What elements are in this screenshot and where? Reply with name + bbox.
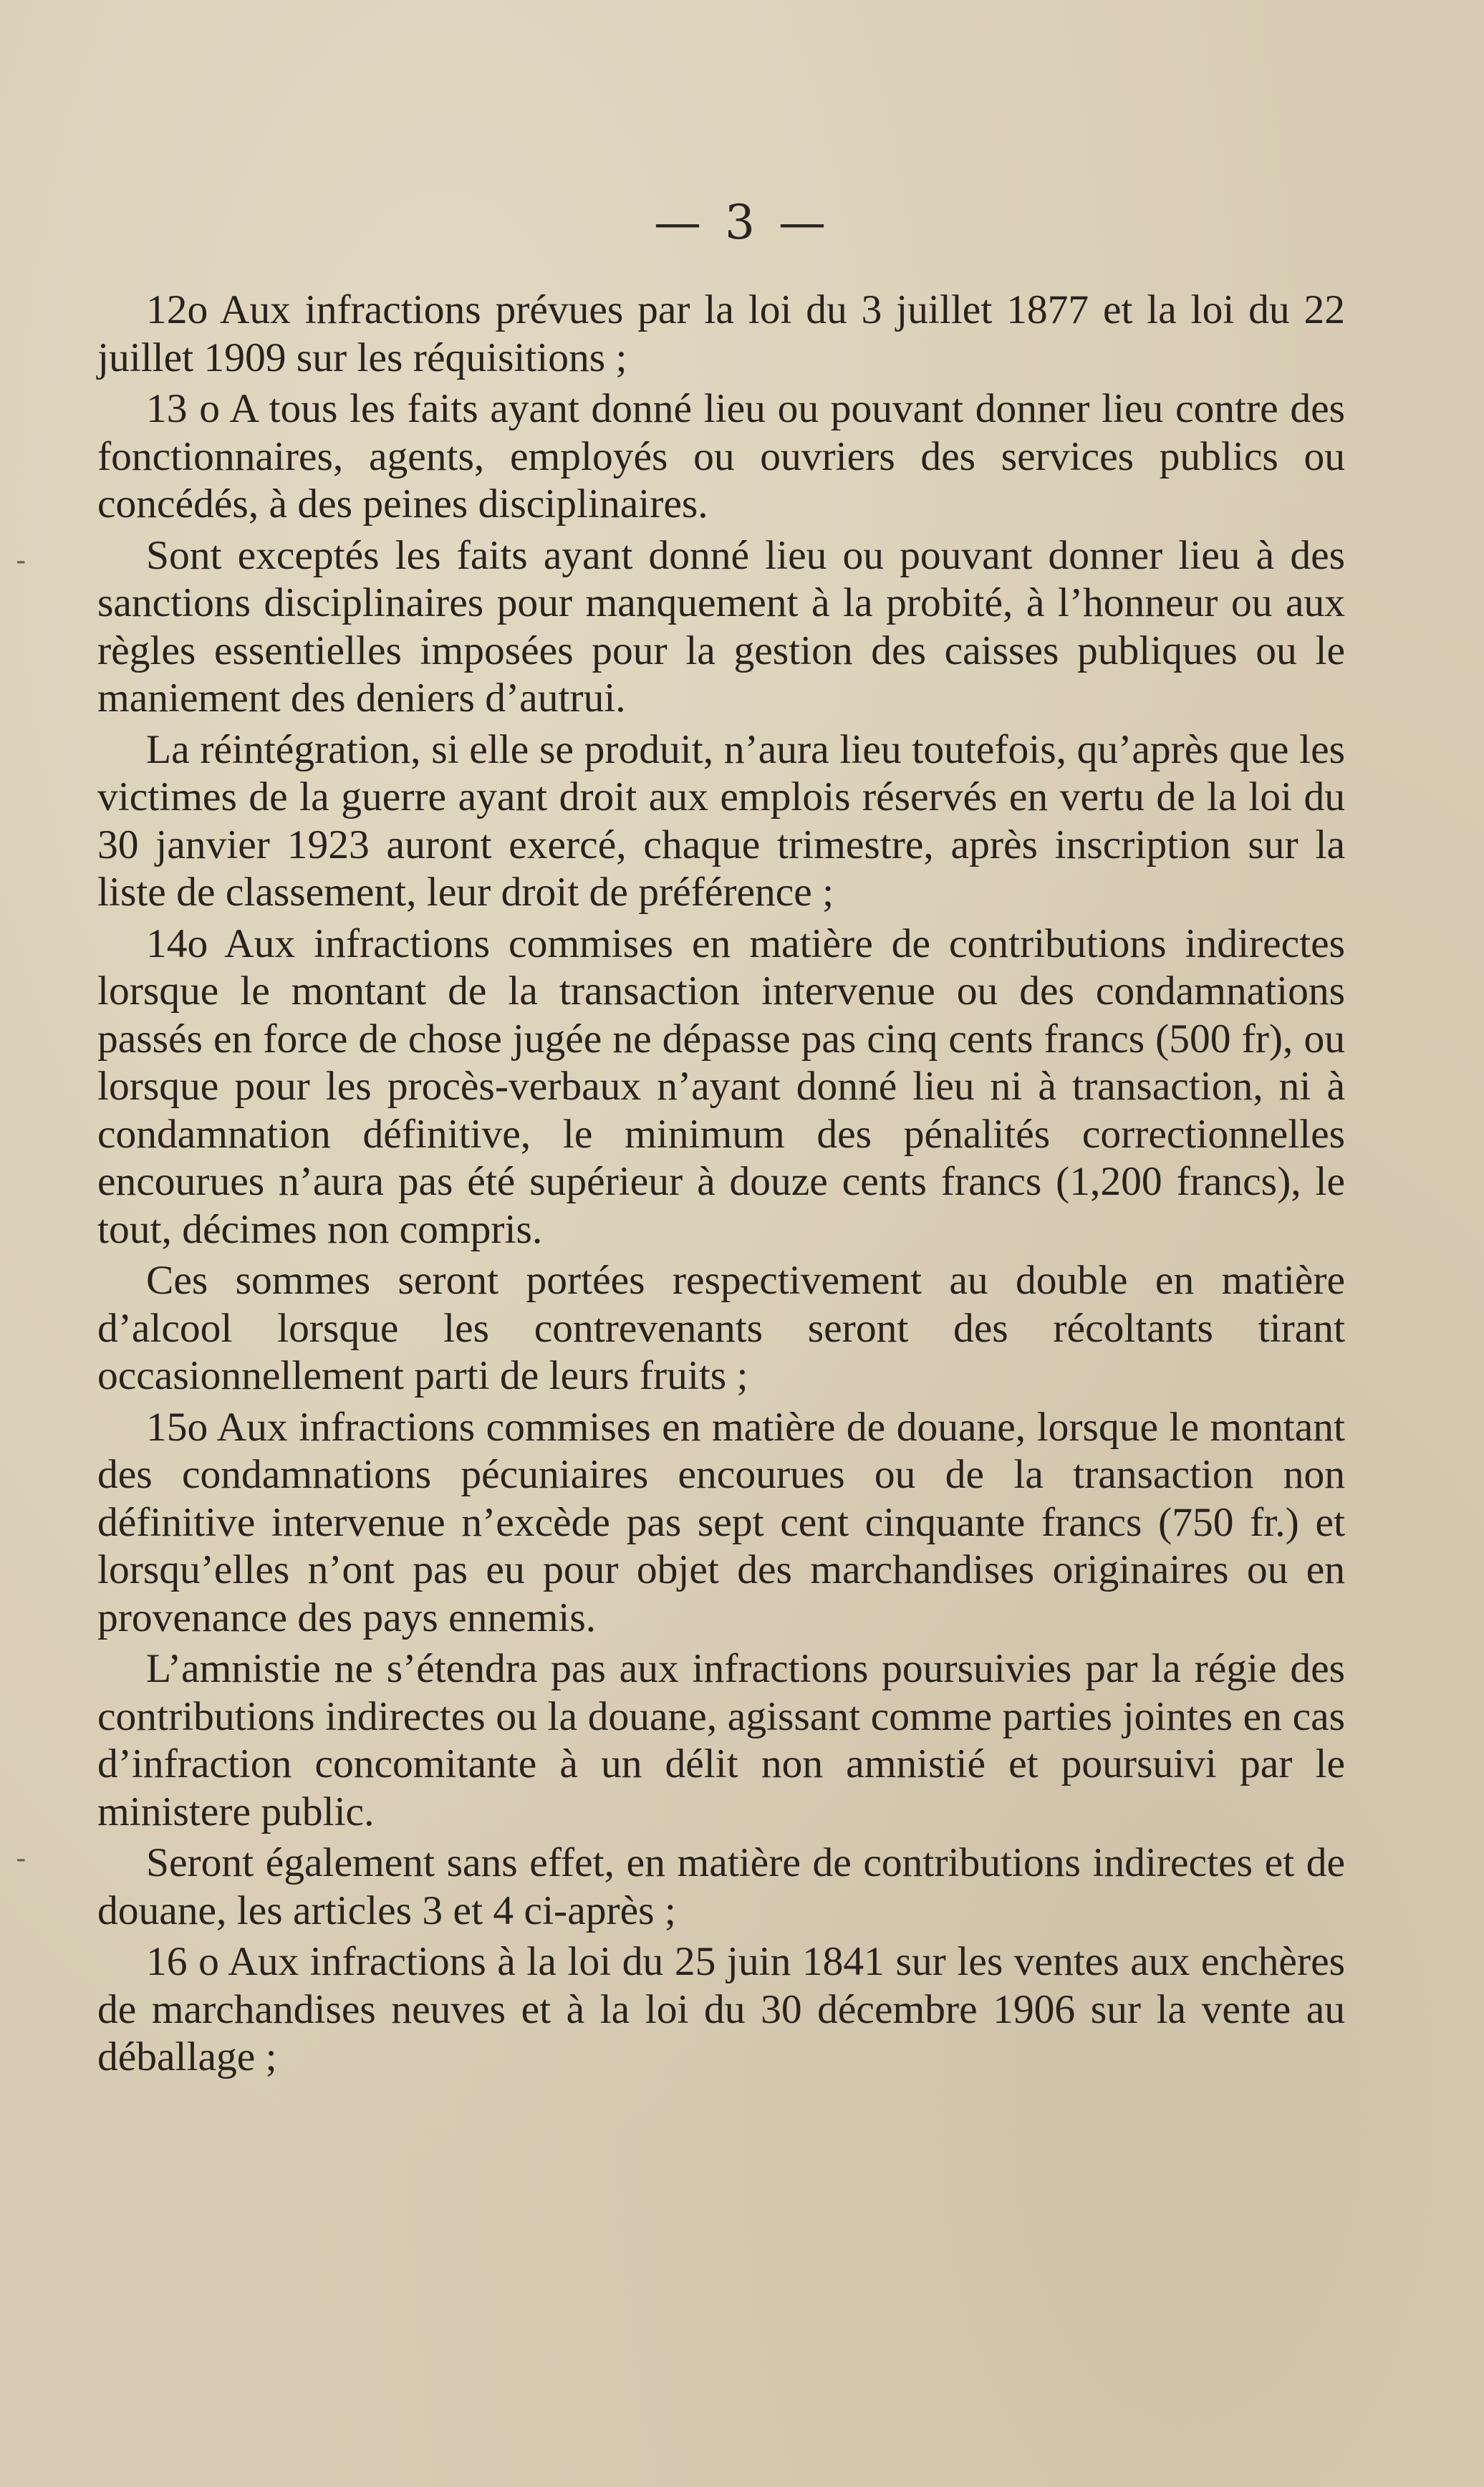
paragraph-sans-effet: Seront également sans effet, en matière de contributions indirectes et de douane, les articles 3 et 4 ci-après ; xyxy=(97,1840,1345,1933)
paragraph-alcool: Ces sommes seront portées respectivement au double en matière d’alcool lorsque les contrevenants seront des récoltants tirant occasionnellement parti de leurs fruits ; xyxy=(97,1258,1345,1398)
paragraph-15: 15o Aux infractions commises en matière de douane, lorsque le montant des condamnations pécuniaires encourues ou de la transaction non définitive intervenue n’excède pas sept cent cinquante francs (750 fr.) et lorsqu’elles n’ont pas eu pour objet des marchandises originaires ou en provenance des pays ennemis. xyxy=(97,1404,1345,1640)
paragraph-amnistie: L’amnistie ne s’étendra pas aux infractions poursuivies par la régie des contributions indirectes ou la douane, agissant comme parties jointes en cas d’infraction concomitante à un délit non amnistié et poursuivi par le ministere public. xyxy=(97,1646,1345,1834)
paragraph-16: 16 o Aux infractions à la loi du 25 juin 1841 sur les ventes aux enchères de marchandises neuves et à la loi du 30 décembre 1906 sur la vente au déballage ; xyxy=(97,1939,1345,2079)
page-number: — 3 — xyxy=(654,195,830,250)
paragraph-13: 13 o A tous les faits ayant donné lieu ou pouvant donner lieu contre des fonctionnaires, agents, employés ou ouvriers des services publics ou concédés, à des peines disciplinaires. xyxy=(97,386,1345,526)
paragraph-12: 12o Aux infractions prévues par la loi du 3 juillet 1877 et la loi du 22 juillet 1909 sur les réquisitions ; xyxy=(97,287,1345,380)
body-text xyxy=(97,287,1345,2085)
margin-mark: - xyxy=(16,544,26,577)
paragraph-exceptions: Sont exceptés les faits ayant donné lieu ou pouvant donner lieu à des sanctions disciplinaires pour manquement à la probité, à l’honneur ou aux règles essentielles imposées pour la gestion des caisses publiques ou le maniement des deniers d’autrui. xyxy=(97,532,1345,721)
paragraph-14: 14o Aux infractions commises en matière de contributions indirectes lorsque le montant de la transaction intervenue ou des condamnations passés en force de chose jugée ne dépasse pas cinq cents francs (500 fr), ou lorsque pour les procès-verbaux n’ayant donné lieu ni à transaction, ni à condamnation définitive, le minimum des pénalités correctionnelles encourues n’aura pas été supérieur à douze cents francs (1,200 francs), le tout, décimes non compris. xyxy=(97,920,1345,1252)
paragraph-reintegration: La réintégration, si elle se produit, n’aura lieu toutefois, qu’après que les victimes de la guerre ayant droit aux emplois réservés en vertu de la loi du 30 janvier 1923 auront exercé, chaque trimestre, après inscription sur la liste de classement, leur droit de préférence ; xyxy=(97,726,1345,915)
margin-mark: - xyxy=(16,1842,26,1875)
